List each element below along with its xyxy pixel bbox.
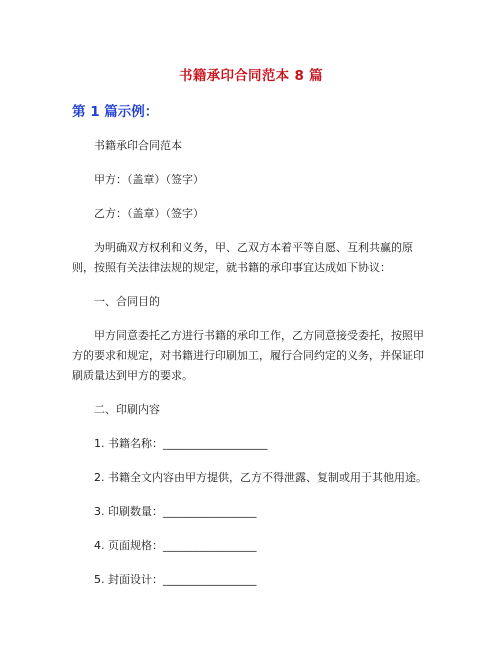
item-label: 3. 印刷数量： [94, 505, 163, 518]
document-title: 书籍承印合同范本 8 篇 [179, 68, 323, 84]
party-b-line: 乙方：（盖章）（签字） [94, 207, 204, 220]
item-label: 2. 书籍全文内容由甲方提供，乙方不得泄露、复制或用于其他用途。 [94, 471, 427, 484]
list-item [72, 468, 430, 488]
item-blank: ___________________ [163, 437, 268, 450]
item-label: 4. 页面规格： [94, 539, 163, 552]
item-blank: _________________ [163, 505, 257, 518]
item-label: 5. 封面设计： [94, 573, 163, 586]
purpose-paragraph: 甲方同意委托乙方进行书籍的承印工作，乙方同意接受委托，按照甲方的要求和规定，对书籍进行印刷加工，履行合同约定的义务，并保证印刷质量达到甲方的要求。 [72, 329, 424, 382]
item-blank: _________________ [163, 539, 257, 552]
contract-name: 书籍承印合同范本 [94, 139, 182, 152]
list-item [72, 502, 430, 522]
list-item [72, 434, 430, 454]
clause-heading-purpose: 一、合同目的 [94, 295, 160, 308]
party-a-line: 甲方：（盖章）（签字） [94, 173, 204, 186]
item-label: 1. 书籍名称： [94, 437, 163, 450]
list-item [72, 570, 430, 590]
section-heading: 第 1 篇示例： [72, 104, 159, 120]
item-blank: _________________ [163, 573, 257, 586]
document-body [72, 136, 430, 604]
clause-heading-content: 二、印刷内容 [94, 403, 160, 416]
preamble-paragraph: 为明确双方权利和义务，甲、乙双方本着平等自愿、互利共赢的原则，按照有关法律法规的规定，就书籍的承印事宜达成如下协议： [72, 241, 413, 274]
list-item [72, 536, 430, 556]
